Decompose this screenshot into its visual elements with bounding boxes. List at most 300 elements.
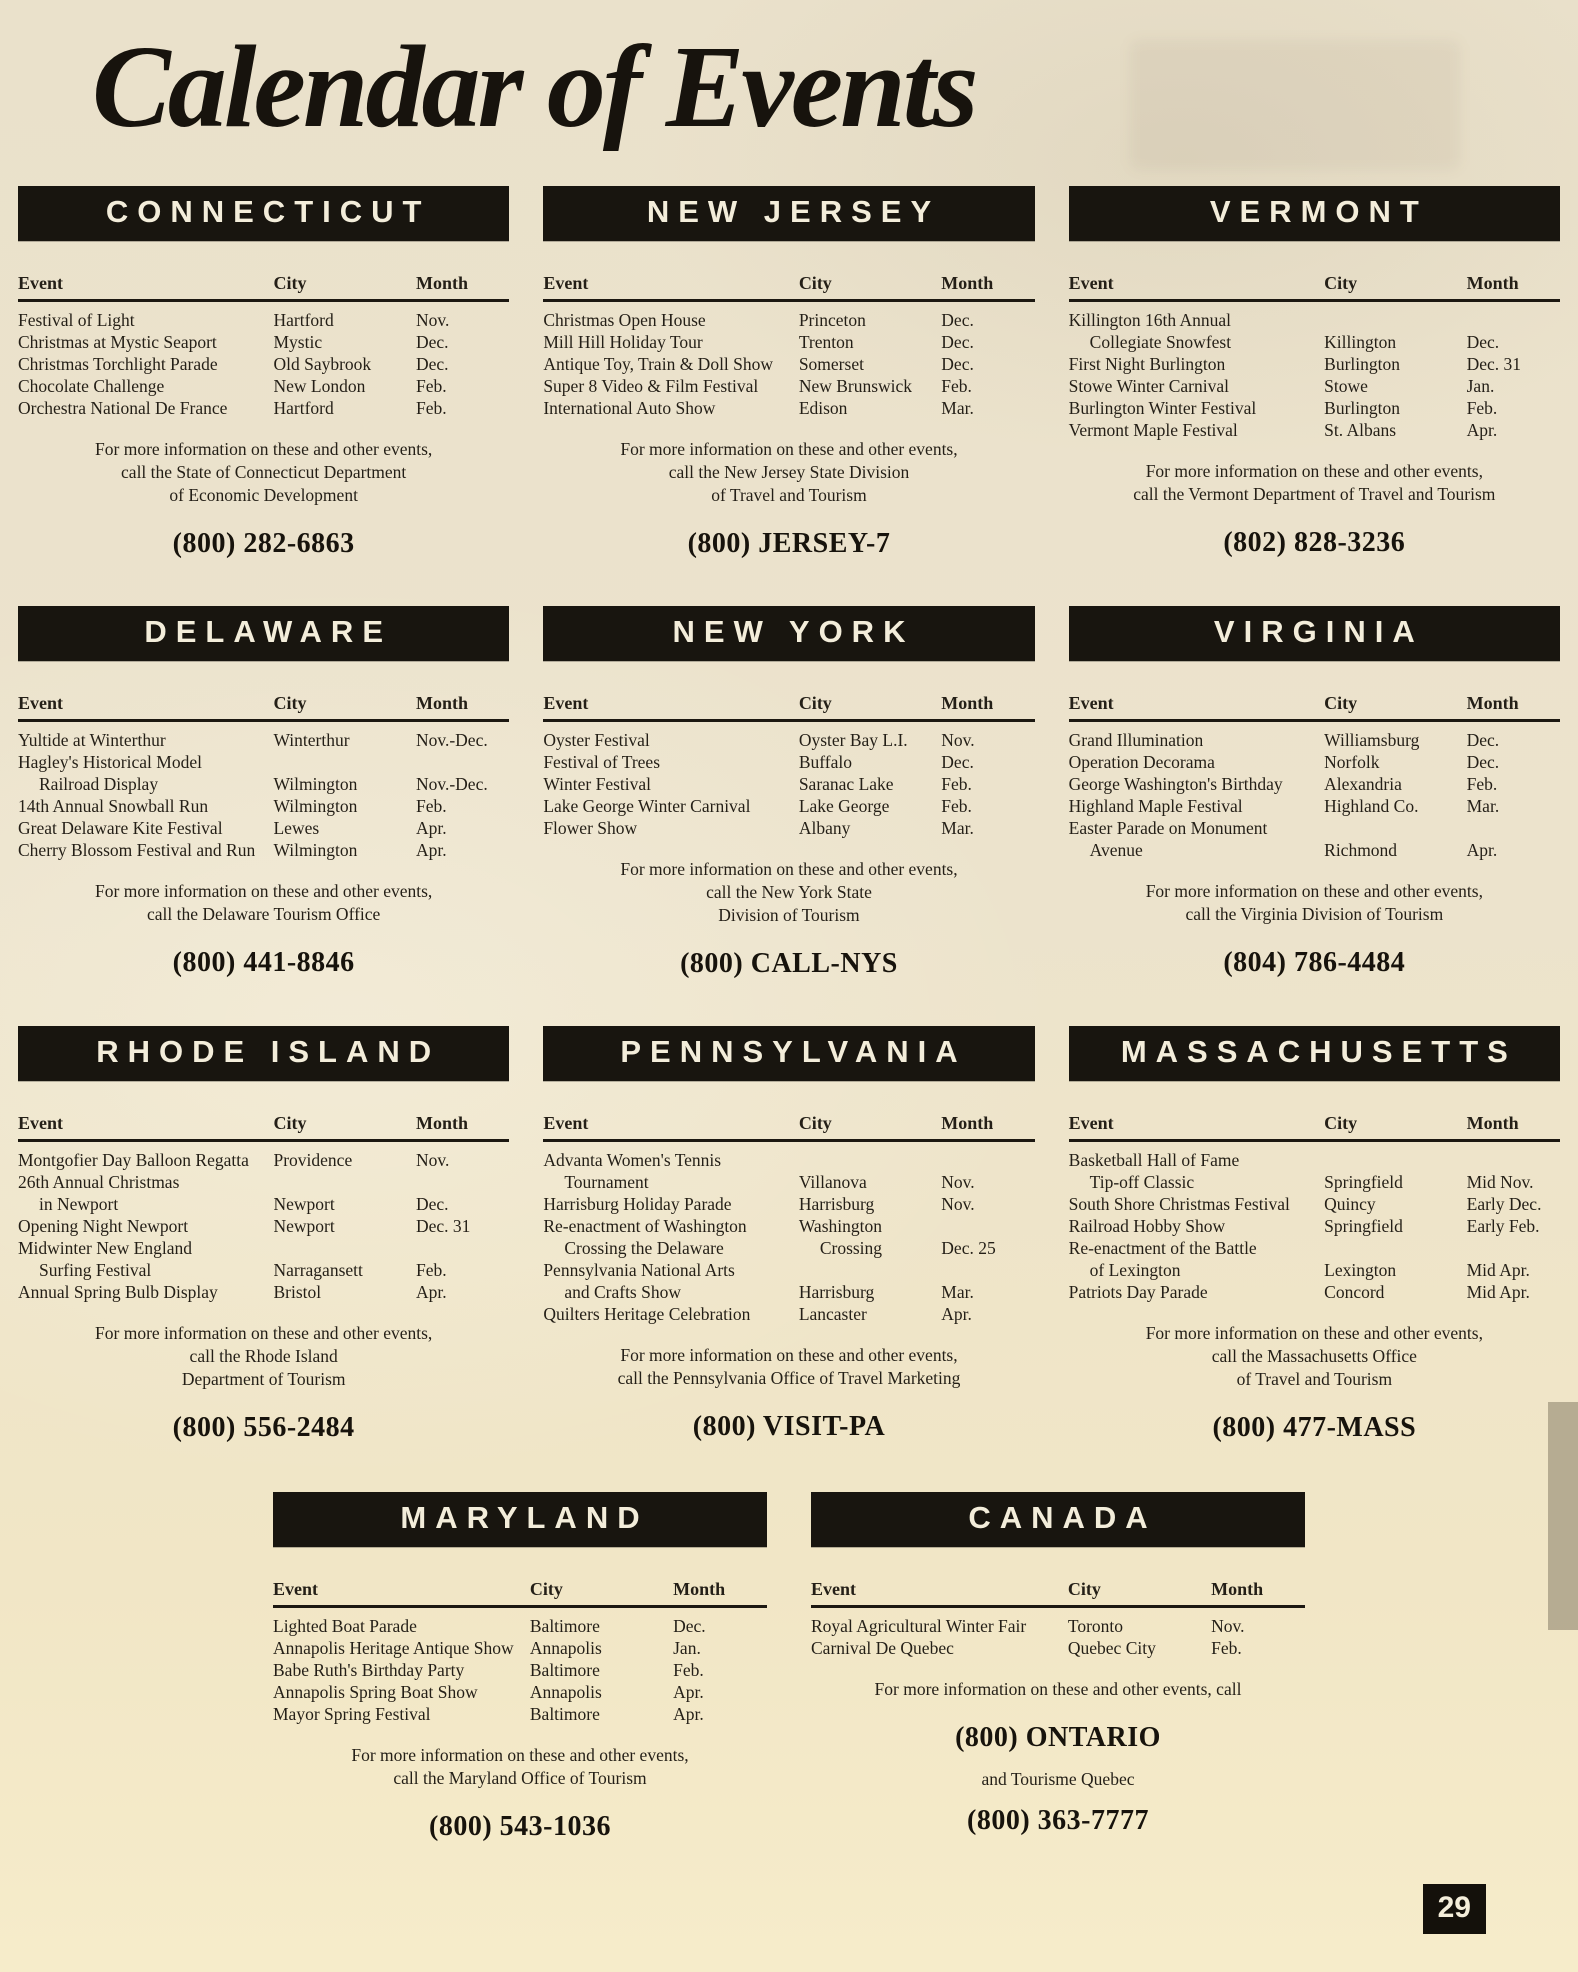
month-cell (1467, 817, 1560, 839)
month-cell: Nov. (941, 729, 975, 750)
table-row (543, 1149, 1034, 1171)
city-cell (1324, 309, 1466, 331)
month-cell: Nov.-Dec. (415, 773, 488, 794)
table-header-row (273, 1579, 767, 1608)
month-cell: Apr. (415, 1281, 447, 1302)
page-edge-tab (1548, 1402, 1578, 1630)
event-cell: Railroad Display (39, 773, 159, 794)
city-cell: Harrisburg (798, 1193, 875, 1214)
state-name: VERMONT (1209, 193, 1428, 229)
event-cell: Yultide at Winterthur (18, 729, 166, 750)
column-header-city: City (273, 692, 307, 713)
city-cell: Villanova (798, 1171, 867, 1192)
info-line: of Travel and Tourism (711, 484, 867, 505)
month-cell: Feb. (415, 795, 447, 816)
table-row (543, 1303, 1034, 1325)
event-cell: Royal Agricultural Winter Fair (811, 1615, 1027, 1636)
city-cell: Edison (798, 397, 848, 418)
info-line: call the Rhode Island (189, 1345, 338, 1366)
table-row (18, 1237, 509, 1259)
city-cell: Winterthur (273, 729, 350, 750)
event-cell: Annapolis Heritage Antique Show (273, 1637, 514, 1658)
month-cell: Feb. (1466, 397, 1498, 418)
month-cell: Dec. (673, 1615, 706, 1636)
table-row (1069, 353, 1560, 375)
table-header-row (1069, 1113, 1560, 1142)
table-body (543, 1149, 1034, 1325)
city-cell: Killington (1324, 331, 1397, 352)
state-section-header (543, 186, 1034, 241)
city-cell: Richmond (1324, 839, 1398, 860)
city-cell: Wilmington (273, 773, 358, 794)
event-cell: Collegiate Snowfest (1089, 331, 1232, 352)
event-cell: Hagley's Historical Model (18, 751, 202, 772)
state-section-header (543, 606, 1034, 661)
state-section (1069, 606, 1560, 980)
table-body (1069, 309, 1560, 441)
phone-number: (800) CALL-NYS (680, 947, 898, 979)
event-cell: Crossing the Delaware (564, 1237, 724, 1258)
city-cell: Baltimore (529, 1659, 600, 1680)
event-cell: Carnival De Quebec (811, 1637, 954, 1658)
city-cell: Annapolis (529, 1637, 602, 1658)
city-cell: Oyster Bay L.I. (798, 729, 908, 750)
city-cell: Providence (273, 1149, 353, 1170)
city-cell: Quebec City (1067, 1637, 1156, 1658)
state-name: PENNSYLVANIA (620, 1033, 967, 1069)
city-cell: Mystic (273, 331, 323, 352)
column-header-event: Event (18, 692, 63, 713)
table-header-row (543, 1113, 1034, 1142)
month-cell: Dec. (415, 331, 449, 352)
event-cell: South Shore Christmas Festival (1068, 1193, 1290, 1214)
city-cell: Toronto (1067, 1615, 1124, 1636)
event-cell: Basketball Hall of Fame (1068, 1149, 1240, 1170)
table-header-row (18, 693, 509, 722)
month-cell: Feb. (415, 397, 447, 418)
table-row (543, 1171, 1034, 1193)
state-section-header (1069, 1026, 1560, 1081)
table-row (18, 309, 509, 331)
info-text (1069, 880, 1560, 926)
info-line: For more information on these and other events, (620, 1344, 958, 1365)
table-row (18, 795, 509, 817)
column-header-city: City (1067, 1578, 1101, 1599)
city-cell: Alexandria (1324, 773, 1402, 794)
city-cell: Bristol (273, 1281, 322, 1302)
month-cell (941, 1259, 1034, 1281)
state-name: DELAWARE (144, 613, 392, 649)
event-cell: Orchestra National De France (18, 397, 228, 418)
table-row (18, 375, 509, 397)
info-text (18, 438, 509, 507)
info-line: For more information on these and other events, (351, 1744, 689, 1765)
event-cell: Mayor Spring Festival (273, 1703, 431, 1724)
city-cell: Lewes (273, 817, 320, 838)
event-cell: 14th Annual Snowball Run (18, 795, 209, 816)
state-section (18, 1026, 509, 1444)
phone-number: (800) 441-8846 (172, 946, 355, 978)
event-cell: Super 8 Video & Film Festival (543, 375, 759, 396)
state-section-header (1069, 606, 1560, 661)
city-cell: New London (273, 375, 366, 396)
city-cell: Buffalo (798, 751, 852, 772)
event-cell: Great Delaware Kite Festival (18, 817, 223, 838)
city-cell: Princeton (798, 309, 866, 330)
table-body (18, 309, 509, 419)
event-cell: Chocolate Challenge (18, 375, 165, 396)
table-row (1069, 1149, 1560, 1171)
column-header-event: Event (811, 1578, 856, 1599)
sections-grid (0, 186, 1578, 1444)
info-line: call the Massachusetts Office (1211, 1345, 1417, 1366)
state-name: NEW YORK (672, 613, 915, 649)
event-cell: Midwinter New England (18, 1237, 192, 1258)
column-header-month: Month (941, 1112, 994, 1133)
column-header-event: Event (1068, 692, 1114, 713)
table-row (273, 1681, 767, 1703)
event-cell: Opening Night Newport (18, 1215, 189, 1236)
month-cell: Apr. (673, 1703, 704, 1724)
info-line: of Travel and Tourism (1236, 1368, 1393, 1389)
state-name: CONNECTICUT (105, 193, 431, 229)
info-line: call the New York State (706, 881, 872, 902)
city-cell: Crossing (819, 1237, 883, 1258)
phone-number: (800) VISIT-PA (692, 1410, 886, 1442)
city-cell: Highland Co. (1324, 795, 1419, 816)
table-row (1069, 309, 1560, 331)
city-cell: Wilmington (273, 795, 358, 816)
city-cell: Narragansett (273, 1259, 363, 1280)
city-cell: Lancaster (798, 1303, 867, 1324)
table-row (18, 1259, 509, 1281)
column-header-event: Event (543, 272, 589, 293)
city-cell (1324, 1149, 1466, 1171)
event-cell: Mill Hill Holiday Tour (543, 331, 703, 352)
table-row (811, 1615, 1305, 1637)
event-cell: International Auto Show (543, 397, 716, 418)
month-cell: Nov. (415, 1149, 450, 1170)
table-row (1069, 375, 1560, 397)
table-row (1069, 839, 1560, 861)
state-section-header (273, 1492, 767, 1547)
column-header-city: City (1324, 1112, 1358, 1133)
month-cell (416, 1237, 509, 1259)
info-text (1069, 460, 1560, 506)
table-row (1069, 795, 1560, 817)
info-line: For more information on these and other events, (620, 858, 958, 879)
city-cell: Lake George (798, 795, 890, 816)
city-cell: Old Saybrook (273, 353, 372, 374)
phone-number: (802) 828-3236 (1223, 526, 1406, 558)
state-section (1069, 186, 1560, 560)
state-section-header (18, 1026, 509, 1081)
table-row (18, 751, 509, 773)
month-cell: Feb. (941, 375, 972, 396)
city-cell: Springfield (1324, 1171, 1403, 1192)
table-body (1069, 1149, 1560, 1303)
month-cell: Nov. (941, 1193, 975, 1214)
state-section (18, 606, 509, 980)
month-cell (1467, 1237, 1560, 1259)
table-row (1069, 817, 1560, 839)
table-row (1069, 1193, 1560, 1215)
month-cell: Apr. (673, 1681, 704, 1702)
table-row (1069, 1215, 1560, 1237)
phone-number: (804) 786-4484 (1223, 946, 1406, 978)
month-cell: Nov. (941, 1171, 975, 1192)
table-body (1069, 729, 1560, 861)
table-row (1069, 331, 1560, 353)
month-cell (416, 1171, 509, 1193)
event-cell: Harrisburg Holiday Parade (543, 1193, 732, 1214)
month-cell: Mid Apr. (1466, 1281, 1530, 1302)
table-row (1069, 1281, 1560, 1303)
table-row (543, 331, 1034, 353)
column-header-city: City (273, 272, 307, 293)
info-line: For more information on these and other events, (95, 1322, 433, 1343)
event-cell: Annual Spring Bulb Display (18, 1281, 218, 1302)
table-header-row (1069, 273, 1560, 302)
table-header-row (811, 1579, 1305, 1608)
column-header-event: Event (273, 1578, 318, 1599)
city-cell (273, 751, 415, 773)
table-row (543, 795, 1034, 817)
month-cell (1467, 1149, 1560, 1171)
table-row (18, 729, 509, 751)
table-row (18, 839, 509, 861)
event-cell: Christmas at Mystic Seaport (18, 331, 217, 352)
table-body (18, 1149, 509, 1303)
info-line: call the Maryland Office of Tourism (393, 1767, 647, 1788)
city-cell: Washington (798, 1215, 882, 1236)
sections-bottom (0, 1492, 1578, 1843)
phone-number: (800) 556-2484 (172, 1411, 355, 1443)
event-cell: Vermont Maple Festival (1068, 419, 1238, 440)
info-line: call the Pennsylvania Office of Travel Marketing (617, 1367, 961, 1388)
city-cell: Williamsburg (1324, 729, 1420, 750)
event-cell: Burlington Winter Festival (1068, 397, 1257, 418)
city-cell: Stowe (1324, 375, 1368, 396)
column-header-event: Event (543, 1112, 589, 1133)
table-row (18, 1171, 509, 1193)
event-cell: Flower Show (543, 817, 638, 838)
month-cell (941, 1215, 1034, 1237)
table-row (18, 1281, 509, 1303)
table-row (543, 375, 1034, 397)
column-header-month: Month (1466, 1112, 1519, 1133)
event-cell: Festival of Trees (543, 751, 661, 772)
month-cell: Dec. (1466, 729, 1500, 750)
column-header-city: City (273, 1112, 307, 1133)
city-cell: Harrisburg (798, 1281, 875, 1302)
event-cell: Winter Festival (543, 773, 652, 794)
state-section (543, 1026, 1034, 1444)
table-row (1069, 773, 1560, 795)
city-cell: St. Albans (1324, 419, 1397, 440)
month-cell: Dec. 25 (941, 1237, 996, 1258)
table-header-row (18, 273, 509, 302)
month-cell: Early Feb. (1466, 1215, 1540, 1236)
month-cell: Dec. (941, 353, 974, 374)
month-cell: Dec. 31 (1466, 353, 1522, 374)
info-text (543, 1344, 1034, 1390)
month-cell: Feb. (415, 375, 447, 396)
month-cell: Feb. (1211, 1637, 1242, 1658)
table-body (273, 1615, 767, 1725)
event-cell: Re-enactment of the Battle (1068, 1237, 1257, 1258)
event-cell: Christmas Torchlight Parade (18, 353, 218, 374)
event-cell: Lake George Winter Carnival (543, 795, 751, 816)
city-cell: Quincy (1324, 1193, 1376, 1214)
event-cell: Cherry Blossom Festival and Run (18, 839, 256, 860)
info-line: call the Delaware Tourism Office (147, 903, 381, 924)
column-header-city: City (1324, 692, 1358, 713)
table-row (18, 1149, 509, 1171)
month-cell (1467, 309, 1560, 331)
month-cell: Mar. (941, 1281, 974, 1302)
city-cell: Springfield (1324, 1215, 1403, 1236)
info-line: call the State of Connecticut Department (121, 461, 407, 482)
month-cell: Feb. (415, 1259, 447, 1280)
event-cell: Surfing Festival (39, 1259, 152, 1280)
info-text (811, 1678, 1305, 1701)
column-header-month: Month (415, 1112, 468, 1133)
info-line: Department of Tourism (181, 1368, 346, 1389)
month-cell: Jan. (1466, 375, 1495, 396)
info-line: For more information on these and other events, (1145, 1322, 1483, 1343)
table-body (543, 309, 1034, 419)
event-cell: Grand Illumination (1068, 729, 1204, 750)
column-header-event: Event (543, 692, 589, 713)
column-header-month: Month (1211, 1578, 1264, 1599)
info-line: For more information on these and other events, (95, 880, 433, 901)
month-cell: Jan. (673, 1637, 701, 1658)
month-cell: Nov. (415, 309, 450, 330)
month-cell: Dec. (415, 1193, 449, 1214)
column-header-city: City (529, 1578, 563, 1599)
table-row (1069, 1237, 1560, 1259)
info-line: For more information on these and other events, (95, 438, 433, 459)
month-cell: Dec. (1466, 751, 1500, 772)
state-name: MARYLAND (400, 1499, 649, 1535)
table-row (18, 397, 509, 419)
table-row (18, 817, 509, 839)
column-header-month: Month (1466, 272, 1519, 293)
table-row (273, 1703, 767, 1725)
table-body (18, 729, 509, 861)
city-cell: Hartford (273, 309, 334, 330)
month-cell: Nov.-Dec. (415, 729, 488, 750)
event-cell: in Newport (39, 1193, 119, 1214)
state-name: MASSACHUSETTS (1120, 1033, 1517, 1069)
column-header-event: Event (1068, 1112, 1114, 1133)
phone-number: (800) 543-1036 (429, 1810, 611, 1842)
month-cell: Early Dec. (1466, 1193, 1542, 1214)
city-cell: Newport (273, 1215, 335, 1236)
month-cell: Nov. (1211, 1615, 1245, 1636)
city-cell: Baltimore (529, 1615, 600, 1636)
table-row (543, 309, 1034, 331)
month-cell: Dec. (941, 309, 974, 330)
event-cell: Easter Parade on Monument (1068, 817, 1268, 838)
event-cell: of Lexington (1089, 1259, 1181, 1280)
city-cell (273, 1237, 415, 1259)
month-cell: Feb. (1466, 773, 1498, 794)
table-row (273, 1615, 767, 1637)
event-cell: Pennsylvania National Arts (543, 1259, 735, 1280)
event-cell: Tip-off Classic (1089, 1171, 1195, 1192)
state-section-header (18, 186, 509, 241)
city-cell (799, 1149, 941, 1171)
state-name: RHODE ISLAND (96, 1033, 441, 1069)
table-header-row (543, 693, 1034, 722)
table-row (543, 817, 1034, 839)
event-cell: Operation Decorama (1068, 751, 1215, 772)
month-cell (941, 1149, 1034, 1171)
city-cell: Albany (798, 817, 851, 838)
info-line: call the New Jersey State Division (668, 461, 910, 482)
table-row (811, 1637, 1305, 1659)
month-cell: Dec. (415, 353, 449, 374)
state-section (18, 186, 509, 560)
event-cell: First Night Burlington (1068, 353, 1226, 374)
table-row (18, 353, 509, 375)
table-header-row (1069, 693, 1560, 722)
phone-number: (800) 282-6863 (172, 527, 355, 559)
info-text (543, 438, 1034, 507)
table-row (18, 1193, 509, 1215)
info-line: call the Vermont Department of Travel and Tourism (1133, 483, 1496, 504)
state-section-header (811, 1492, 1305, 1547)
info-line: For more information on these and other events, (1145, 880, 1483, 901)
table-row (543, 1193, 1034, 1215)
month-cell: Apr. (1466, 419, 1498, 440)
info-line: For more information on these and other events, call (874, 1678, 1242, 1699)
city-cell: Wilmington (273, 839, 358, 860)
table-row (543, 1215, 1034, 1237)
info-line: Division of Tourism (718, 904, 860, 925)
event-cell: Montgofier Day Balloon Regatta (18, 1149, 249, 1170)
event-cell: Christmas Open House (543, 309, 706, 330)
city-cell: Saranac Lake (798, 773, 894, 794)
column-header-month: Month (1466, 692, 1519, 713)
table-row (1069, 1171, 1560, 1193)
month-cell: Dec. (941, 331, 974, 352)
event-cell: Re-enactment of Washington (543, 1215, 747, 1236)
column-header-month: Month (941, 692, 994, 713)
city-cell: Concord (1324, 1281, 1385, 1302)
event-cell: 26th Annual Christmas (18, 1171, 180, 1192)
city-cell: Burlington (1324, 353, 1400, 374)
city-cell: Norfolk (1324, 751, 1380, 772)
column-header-event: Event (18, 272, 63, 293)
event-cell: Killington 16th Annual (1068, 309, 1232, 330)
column-header-month: Month (941, 272, 994, 293)
table-row (543, 729, 1034, 751)
column-header-month: Month (415, 272, 468, 293)
month-cell: Feb. (941, 795, 972, 816)
month-cell: Mar. (941, 817, 974, 838)
info-text (18, 1322, 509, 1391)
month-cell: Apr. (941, 1303, 972, 1324)
table-body (543, 729, 1034, 839)
table-row (1069, 729, 1560, 751)
month-cell: Apr. (1466, 839, 1498, 860)
event-cell: Stowe Winter Carnival (1068, 375, 1229, 396)
city-cell: Annapolis (529, 1681, 602, 1702)
column-header-city: City (798, 1112, 832, 1133)
